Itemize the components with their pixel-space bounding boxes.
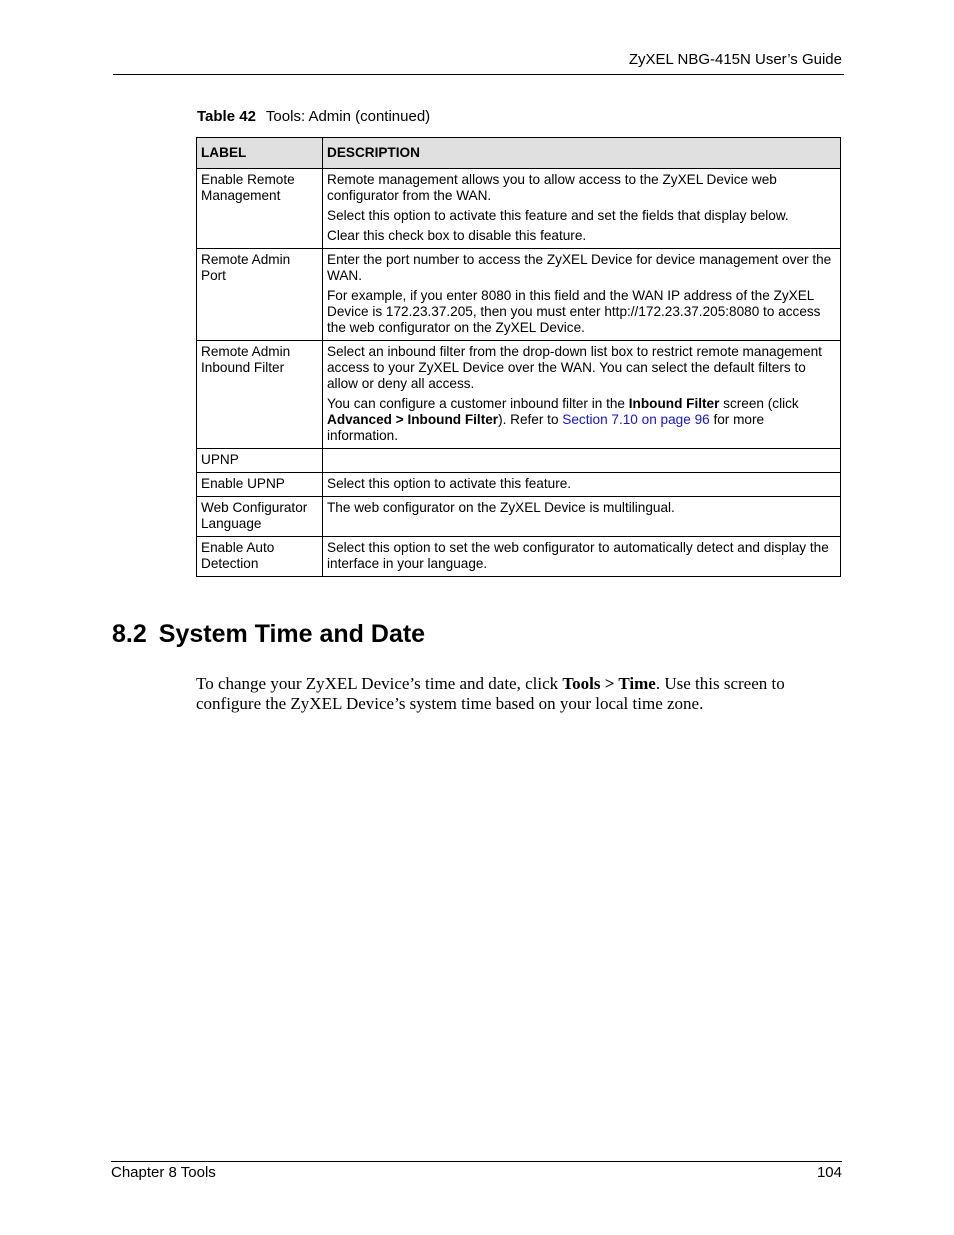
- table-row: [197, 249, 841, 341]
- row-description: [323, 249, 841, 341]
- desc-para: Select an inbound filter from the drop-down list box to restrict remote management access to your ZyXEL Device over the WAN. You can select the default filters to allow or deny all access.: [327, 344, 822, 391]
- table-title: Tools: Admin (continued): [265, 108, 431, 125]
- table-row: [197, 537, 841, 577]
- row-description: [323, 169, 841, 249]
- row-label: Web Configurator Language: [197, 497, 323, 537]
- bold-run: Tools > Time: [562, 674, 656, 693]
- page-footer: [111, 1161, 842, 1181]
- header-label: LABEL: [197, 138, 323, 169]
- table-row: [197, 169, 841, 249]
- section-number: 8.2: [112, 620, 147, 648]
- row-label: UPNP: [197, 449, 323, 473]
- bold-run: Advanced > Inbound Filter: [327, 412, 499, 427]
- text-run: You can configure a customer inbound filter in the: [327, 396, 629, 411]
- row-label: Enable Auto Detection: [197, 537, 323, 577]
- text-run: ). Refer to: [498, 412, 563, 427]
- row-label: Remote Admin Inbound Filter: [197, 341, 323, 449]
- guide-title: ZyXEL NBG-415N User’s Guide: [628, 51, 842, 68]
- table-header-row: [197, 138, 841, 169]
- text-run: To change your ZyXEL Device’s time and date, click: [196, 674, 563, 693]
- row-description: [323, 473, 841, 497]
- row-label: Enable Remote Management: [197, 169, 323, 249]
- text-run: for more information.: [327, 412, 765, 443]
- bold-run: Inbound Filter: [628, 396, 720, 411]
- text-run: . Use this screen to configure the ZyXEL Device’s system time based on your local time zone.: [196, 674, 785, 713]
- page-number: 104: [816, 1164, 842, 1181]
- desc-para: Select this option to set the web configurator to automatically detect and display the interface in your language.: [327, 540, 829, 571]
- table-row: [197, 341, 841, 449]
- table-number: Table 42: [197, 108, 256, 125]
- desc-para: [327, 396, 836, 444]
- desc-para: Select this option to activate this feature and set the fields that display below.: [327, 208, 789, 223]
- row-label: Remote Admin Port: [197, 249, 323, 341]
- desc-para: The web configurator on the ZyXEL Device is multilingual.: [327, 500, 675, 515]
- section-heading: [112, 620, 425, 649]
- row-description: [323, 449, 841, 473]
- section-title: System Time and Date: [158, 620, 426, 648]
- text-run: screen (click: [719, 396, 799, 411]
- admin-table: [196, 137, 841, 577]
- desc-para: Select this option to activate this feature.: [327, 476, 572, 491]
- table-row: [197, 473, 841, 497]
- body-paragraph: [196, 674, 816, 714]
- desc-para: For example, if you enter 8080 in this field and the WAN IP address of the ZyXEL Device is 172.23.37.205, then you must enter http://172.23.37.205:8080 to access the web configurator on the ZyXEL Device.: [327, 288, 821, 335]
- table-row: [197, 497, 841, 537]
- row-description: [323, 537, 841, 577]
- table-caption: [197, 108, 430, 125]
- table-row: [197, 449, 841, 473]
- section-link[interactable]: Section 7.10 on page 96: [562, 412, 710, 427]
- footer-chapter: Chapter 8 Tools: [111, 1164, 216, 1181]
- header-description: DESCRIPTION: [323, 138, 841, 169]
- desc-para: Enter the port number to access the ZyXEL Device for device management over the WAN.: [327, 252, 832, 283]
- desc-para: Remote management allows you to allow access to the ZyXEL Device web configurator from the WAN.: [327, 172, 777, 203]
- desc-para: Clear this check box to disable this feature.: [327, 228, 587, 243]
- row-description: [323, 341, 841, 449]
- row-description: [323, 497, 841, 537]
- row-label: Enable UPNP: [197, 473, 323, 497]
- page-header: [113, 0, 844, 75]
